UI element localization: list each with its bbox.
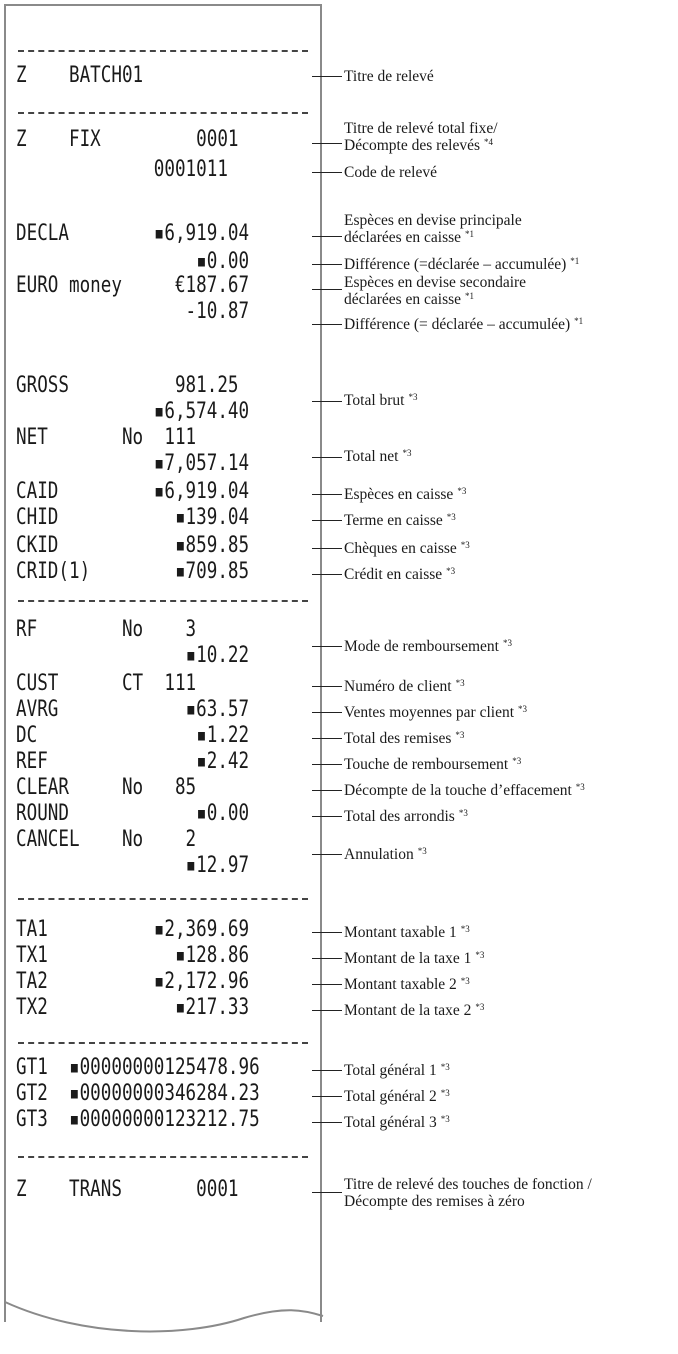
receipt-line: Z TRANS 0001 xyxy=(16,1177,239,1202)
callout-text: déclarées en caisse xyxy=(344,229,462,246)
leader-line xyxy=(312,1010,342,1011)
callout-label xyxy=(344,164,437,181)
leader-line xyxy=(312,854,342,855)
callout-text: Total net xyxy=(344,448,399,465)
leader-line xyxy=(312,958,342,959)
callout-text: Total brut xyxy=(344,392,405,409)
receipt-line: TA2 ▪2,172.96 xyxy=(16,969,250,994)
receipt-line: TX1 ▪128.86 xyxy=(16,943,250,968)
callout-label xyxy=(344,486,466,505)
callout-label xyxy=(344,566,455,585)
callout-line xyxy=(344,486,466,505)
leader-line xyxy=(312,984,342,985)
footnote-marker: *3 xyxy=(460,540,470,550)
callout-label xyxy=(344,316,583,335)
callout-line xyxy=(344,229,522,248)
receipt-line: CUST CT 111 xyxy=(16,671,197,696)
footnote-marker: *3 xyxy=(475,950,485,960)
callout-label xyxy=(344,730,464,749)
callout-label xyxy=(344,1062,450,1081)
callout-line xyxy=(344,68,434,85)
callout-text: Code de relevé xyxy=(344,164,437,181)
footnote-marker: *3 xyxy=(460,976,470,986)
footnote-marker: *3 xyxy=(460,924,470,934)
callout-label xyxy=(344,512,456,531)
receipt-line: RF No 3 xyxy=(16,617,197,642)
callout-line xyxy=(344,212,522,229)
receipt-line: CHID ▪139.04 xyxy=(16,505,250,530)
leader-line xyxy=(312,236,342,237)
footnote-marker: *4 xyxy=(484,137,493,147)
footnote-marker: *3 xyxy=(417,846,427,856)
callout-label xyxy=(344,392,417,411)
callout-text: Montant taxable 2 xyxy=(344,976,457,993)
receipt-line: Z BATCH01 xyxy=(16,63,144,88)
receipt-dashed-rule xyxy=(18,1156,308,1158)
callout-line xyxy=(344,566,455,585)
footnote-marker: *1 xyxy=(465,229,475,239)
receipt-line: ROUND ▪0.00 xyxy=(16,801,250,826)
callout-text: Total général 3 xyxy=(344,1114,437,1131)
leader-line xyxy=(312,646,342,647)
receipt-line: TA1 ▪2,369.69 xyxy=(16,917,250,942)
callout-text: Décompte des relevés xyxy=(344,137,480,154)
callout-text: Crédit en caisse xyxy=(344,566,443,583)
callout-text: Décompte des remises à zéro xyxy=(344,1193,525,1210)
leader-line xyxy=(312,324,342,325)
callout-text: Total des arrondis xyxy=(344,808,455,825)
footnote-marker: *3 xyxy=(446,566,456,576)
receipt-dashed-rule xyxy=(18,50,308,52)
callout-line xyxy=(344,638,512,657)
callout-label xyxy=(344,120,498,156)
callout-line xyxy=(344,316,583,335)
receipt-line: CRID(1) ▪709.85 xyxy=(16,559,250,584)
leader-line xyxy=(312,172,342,173)
footnote-marker: *3 xyxy=(455,730,465,740)
callout-line xyxy=(344,448,411,467)
leader-line xyxy=(312,686,342,687)
callout-line xyxy=(344,976,470,995)
receipt-line: ▪0.00 xyxy=(16,249,250,274)
leader-line xyxy=(312,401,342,402)
receipt-line: REF ▪2.42 xyxy=(16,749,250,774)
leader-line xyxy=(312,1122,342,1123)
receipt-line: EURO money €187.67 xyxy=(16,273,250,298)
callout-line xyxy=(344,808,468,827)
receipt-line: GT1 ▪00000000125478.96 xyxy=(16,1055,260,1080)
callout-line xyxy=(344,274,526,291)
leader-line xyxy=(312,932,342,933)
callout-text: Titre de relevé total fixe/ xyxy=(344,120,498,137)
receipt-line: ▪10.22 xyxy=(16,643,250,668)
callout-text: Total général 2 xyxy=(344,1088,437,1105)
leader-line xyxy=(312,712,342,713)
callout-label xyxy=(344,256,579,275)
receipt-torn-edge xyxy=(4,1300,324,1340)
callout-line xyxy=(344,1088,450,1107)
receipt-line: 0001011 xyxy=(16,157,228,182)
leader-line xyxy=(312,520,342,521)
receipt-line: CAID ▪6,919.04 xyxy=(16,479,250,504)
footnote-marker: *3 xyxy=(455,678,465,688)
footnote-marker: *1 xyxy=(574,316,584,326)
callout-line xyxy=(344,1193,592,1210)
callout-text: Décompte de la touche d’effacement xyxy=(344,782,572,799)
callout-text: Montant de la taxe 2 xyxy=(344,1002,472,1019)
callout-label xyxy=(344,782,585,801)
receipt-dashed-rule xyxy=(18,112,308,114)
footnote-marker: *3 xyxy=(458,808,468,818)
callout-text: Numéro de client xyxy=(344,678,452,695)
receipt-line: ▪12.97 xyxy=(16,853,250,878)
footnote-marker: *1 xyxy=(465,291,475,301)
leader-line xyxy=(312,764,342,765)
callout-label xyxy=(344,212,522,248)
callout-line xyxy=(344,392,417,411)
footnote-marker: *3 xyxy=(440,1088,450,1098)
receipt-line: GROSS 981.25 xyxy=(16,373,239,398)
callout-text: Différence (= déclarée – accumulée) xyxy=(344,316,571,333)
callout-label xyxy=(344,1176,592,1210)
callout-text: Annulation xyxy=(344,846,414,863)
callout-label xyxy=(344,678,465,697)
receipt-line: TX2 ▪217.33 xyxy=(16,995,250,1020)
footnote-marker: *3 xyxy=(457,486,467,496)
callout-line xyxy=(344,756,521,775)
leader-line xyxy=(312,1070,342,1071)
callout-line xyxy=(344,1114,450,1133)
callout-text: Titre de relevé des touches de fonction / xyxy=(344,1176,592,1193)
leader-line xyxy=(312,264,342,265)
callout-text: Total général 1 xyxy=(344,1062,437,1079)
footnote-marker: *3 xyxy=(408,392,418,402)
callout-label xyxy=(344,448,411,467)
callout-text: Espèces en devise principale xyxy=(344,212,522,229)
callout-label xyxy=(344,1002,484,1021)
receipt-dashed-rule xyxy=(18,898,308,900)
callout-line xyxy=(344,512,456,531)
callout-line xyxy=(344,678,465,697)
callout-label xyxy=(344,638,512,657)
callout-label xyxy=(344,68,434,85)
callout-text: Ventes moyennes par client xyxy=(344,704,515,721)
receipt-line: GT3 ▪00000000123212.75 xyxy=(16,1107,260,1132)
leader-line xyxy=(312,143,342,144)
callout-line xyxy=(344,1176,592,1193)
callout-line xyxy=(344,924,470,943)
callout-label xyxy=(344,756,521,775)
callout-label xyxy=(344,976,470,995)
leader-line xyxy=(312,1096,342,1097)
callout-label xyxy=(344,1088,450,1107)
leader-line xyxy=(312,494,342,495)
footnote-marker: *3 xyxy=(502,638,512,648)
receipt-line: DC ▪1.22 xyxy=(16,723,250,748)
callout-line xyxy=(344,950,484,969)
receipt-dashed-rule xyxy=(18,1042,308,1044)
leader-line xyxy=(312,1192,342,1193)
leader-line xyxy=(312,790,342,791)
callout-label xyxy=(344,274,526,310)
receipt-line: ▪6,574.40 xyxy=(16,399,250,424)
callout-label xyxy=(344,540,470,559)
callout-line xyxy=(344,256,579,275)
receipt-line: CLEAR No 85 xyxy=(16,775,197,800)
receipt-dashed-rule xyxy=(18,600,308,602)
callout-text: Espèces en devise secondaire xyxy=(344,274,527,291)
callout-label xyxy=(344,704,527,723)
receipt-line: CANCEL No 2 xyxy=(16,827,197,852)
callout-text: Total des remises xyxy=(344,730,452,747)
leader-line xyxy=(312,738,342,739)
callout-text: Chèques en caisse xyxy=(344,540,457,557)
footnote-marker: *3 xyxy=(446,512,456,522)
callout-text: Espèces en caisse xyxy=(344,486,454,503)
callout-line xyxy=(344,291,526,310)
callout-text: Montant de la taxe 1 xyxy=(344,950,472,967)
callout-text: Touche de remboursement xyxy=(344,756,509,773)
callout-line xyxy=(344,704,527,723)
leader-line xyxy=(312,574,342,575)
leader-line xyxy=(312,76,342,77)
callout-line xyxy=(344,730,464,749)
receipt-line: -10.87 xyxy=(16,299,250,324)
callout-label xyxy=(344,846,427,865)
footnote-marker: *3 xyxy=(512,756,522,766)
callout-line xyxy=(344,164,437,181)
callout-line xyxy=(344,120,498,137)
callout-line xyxy=(344,137,498,156)
footnote-marker: *1 xyxy=(570,256,580,266)
receipt-line: AVRG ▪63.57 xyxy=(16,697,250,722)
footnote-marker: *3 xyxy=(475,1002,485,1012)
callout-line xyxy=(344,846,427,865)
footnote-marker: *3 xyxy=(575,782,585,792)
callout-text: Mode de remboursement xyxy=(344,638,499,655)
callout-line xyxy=(344,1002,484,1021)
callout-text: déclarées en caisse xyxy=(344,291,462,308)
leader-line xyxy=(312,457,342,458)
callout-line xyxy=(344,540,470,559)
footnote-marker: *3 xyxy=(440,1062,450,1072)
callout-label xyxy=(344,924,470,943)
callout-text: Différence (=déclarée – accumulée) xyxy=(344,256,567,273)
receipt-line: CKID ▪859.85 xyxy=(16,533,250,558)
callout-label xyxy=(344,950,484,969)
leader-line xyxy=(312,548,342,549)
receipt-line: NET No 111 xyxy=(16,425,197,450)
callout-text: Terme en caisse xyxy=(344,512,443,529)
callout-text: Titre de relevé xyxy=(344,68,434,85)
receipt-line: ▪7,057.14 xyxy=(16,451,250,476)
footnote-marker: *3 xyxy=(402,448,412,458)
callout-line xyxy=(344,1062,450,1081)
footnote-marker: *3 xyxy=(440,1114,450,1124)
callout-label xyxy=(344,1114,450,1133)
receipt-line: Z FIX 0001 xyxy=(16,127,239,152)
callout-text: Montant taxable 1 xyxy=(344,924,457,941)
callout-label xyxy=(344,808,468,827)
leader-line xyxy=(312,816,342,817)
callout-line xyxy=(344,782,585,801)
receipt-line: DECLA ▪6,919.04 xyxy=(16,221,250,246)
leader-line xyxy=(312,289,342,290)
footnote-marker: *3 xyxy=(518,704,528,714)
receipt-line: GT2 ▪00000000346284.23 xyxy=(16,1081,260,1106)
